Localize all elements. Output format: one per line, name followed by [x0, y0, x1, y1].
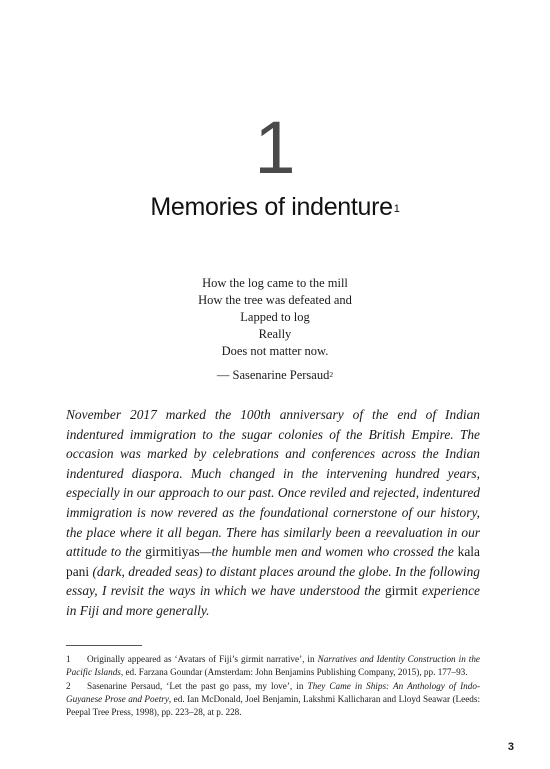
intro-text: experience in Fiji and more generally.: [66, 583, 480, 618]
footnote-2: [66, 680, 480, 720]
footnote-text: Sasenarine Persaud, ‘Let the past go pass, my love’, in: [87, 680, 308, 691]
footnote-number: 2: [66, 680, 71, 691]
term-girmitiyas: girmitiyas: [145, 544, 200, 560]
chapter-number: 1: [254, 106, 296, 189]
footnote-source-title: They Came in Ships: An Anthology of Indo-Guyanese Prose and Poetry: [66, 680, 481, 704]
footnote-ref-2[interactable]: 2: [329, 370, 334, 379]
term-kala-pani: kala pani: [66, 544, 480, 579]
footnote-text: Originally appeared as ‘Avatars of Fiji’s girmit narrative’, in: [87, 654, 318, 664]
attribution-text: — Sasenarine Persaud: [216, 368, 330, 382]
epigraph-line: How the log came to the mill: [202, 276, 348, 290]
footnote-ref-1[interactable]: 1: [393, 203, 400, 215]
footnote-number: 1: [66, 654, 71, 664]
intro-paragraph: [66, 405, 480, 621]
epigraph-line: Really: [258, 327, 292, 341]
epigraph-line: Lapped to log: [240, 310, 310, 324]
footnote-1: [66, 653, 480, 680]
epigraph-attribution: [0, 367, 550, 384]
footnote-divider: [66, 645, 142, 646]
epigraph-line: Does not matter now.: [221, 344, 329, 358]
term-girmit: girmit: [384, 583, 418, 599]
chapter-title-text: Memories of indenture: [150, 193, 393, 221]
intro-text: (dark, dreaded seas) to distant places around the globe. In the following essay, I revisit the ways in which we have understood the: [66, 563, 480, 599]
page-number: 3: [507, 741, 514, 753]
intro-text: —the humble men and women who crossed the: [199, 544, 458, 560]
footnote-source-title: Narratives and Identity Construction in the Pacific Islands: [66, 654, 480, 678]
footnote-text: , ed. Farzana Goundar (Amsterdam: John Benjamins Publishing Company, 2015), pp. 177–93.: [120, 667, 468, 678]
footnote-text: , ed. Ian McDonald, Joel Benjamin, Lakshmi Kallicharan and Lloyd Seawar (Leeds: Peepal Tree Press, 1998), pp. 223–28, at p. 228.: [66, 693, 480, 718]
intro-text: November 2017 marked the 100th anniversary of the end of Indian indentured immigration to the sugar colonies of the British Empire. The occasion was marked by celebrations and conferences across the Indian indentured diaspora. Much changed in the intervening hundred years, especially in our approach to our past. Once reviled and rejected, indentured immigration is now revered as the foundational cornerstone of our history, the place where it all began. There has similarly been a reevaluation in our attitude to the: [66, 407, 480, 560]
epigraph: [0, 275, 550, 360]
epigraph-line: How the tree was defeated and: [198, 293, 352, 307]
footnotes: [66, 653, 480, 719]
chapter-title: [0, 191, 550, 223]
